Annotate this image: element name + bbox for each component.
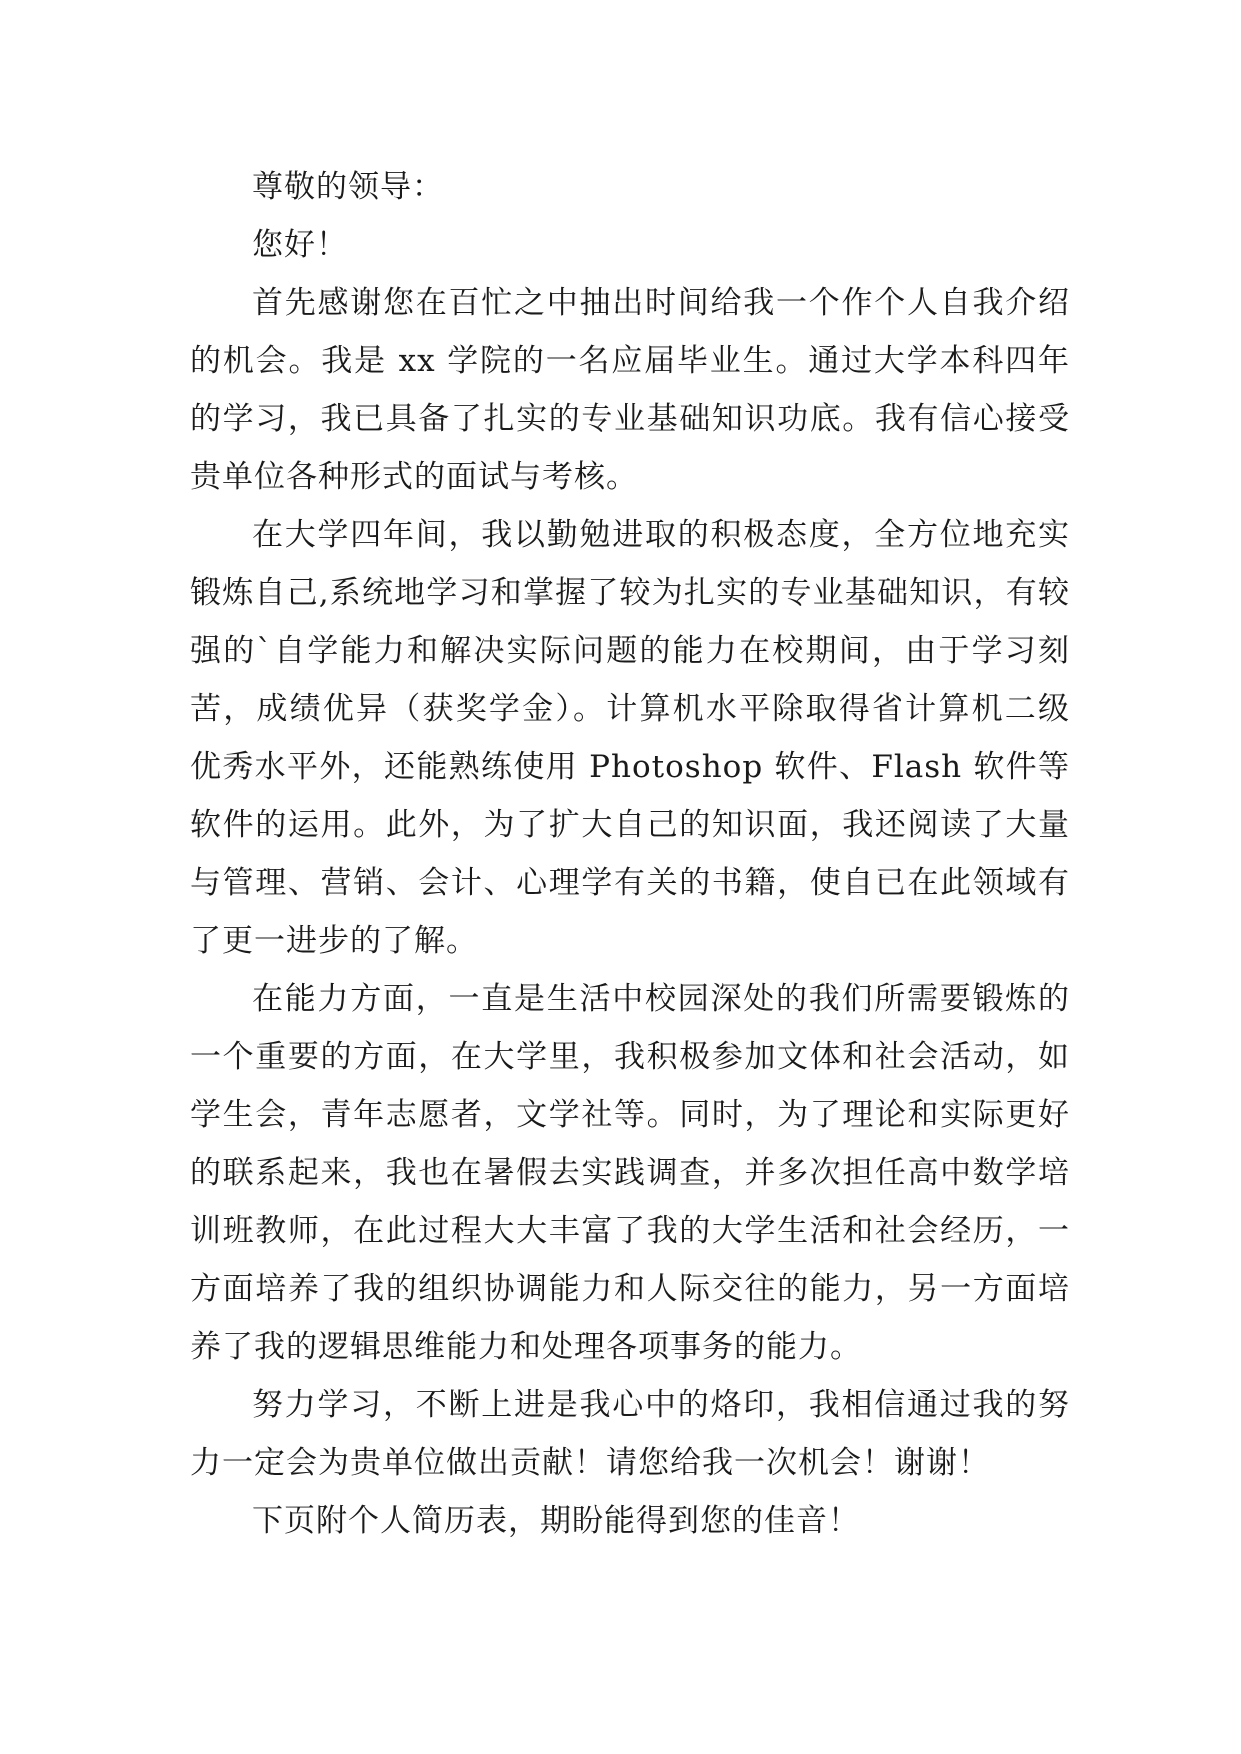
paragraph-closing: 下页附个人简历表，期盼能得到您的佳音！	[252, 1503, 860, 1539]
salutation: 尊敬的领导：	[252, 169, 444, 205]
paragraph-study: 在大学四年间，我以勤勉进取的积极态度，全方位地充实锻炼自己,系统地学习和掌握了较为扎实的专业基础知识，有较强的`自学能力和解决实际问题的能力在校期间，由于学习刻苦，成绩优异（获奖学金）。计算机水平除取得省计算机二级优秀水平外，还能熟练使用 Photoshop 软件、Flash 软件等软件的运用。此外，为了扩大自己的知识面，我还阅读了大量与管理、营销、会计、心理学有关的书籍，使自已在此领域有了更一进步的了解。	[190, 517, 1070, 959]
paragraph-ability: 在能力方面，一直是生活中校园深处的我们所需要锻炼的一个重要的方面，在大学里，我积极参加文体和社会活动，如学生会，青年志愿者，文学社等。同时，为了理论和实际更好的联系起来，我也在暑假去实践调查，并多次担任高中数学培训班教师，在此过程大大丰富了我的大学生活和社会经历，一方面培养了我的组织协调能力和人际交往的能力，另一方面培养了我的逻辑思维能力和处理各项事务的能力。	[190, 981, 1070, 1365]
paragraph-commitment: 努力学习，不断上进是我心中的烙印，我相信通过我的努力一定会为贵单位做出贡献！请您给我一次机会！谢谢！	[190, 1387, 1070, 1481]
letter-body	[190, 158, 1070, 1550]
greeting: 您好！	[252, 227, 348, 263]
paragraph-intro: 首先感谢您在百忙之中抽出时间给我一个作个人自我介绍的机会。我是 xx 学院的一名应届毕业生。通过大学本科四年的学习，我已具备了扎实的专业基础知识功底。我有信心接受贵单位各种形式的面试与考核。	[190, 285, 1070, 495]
